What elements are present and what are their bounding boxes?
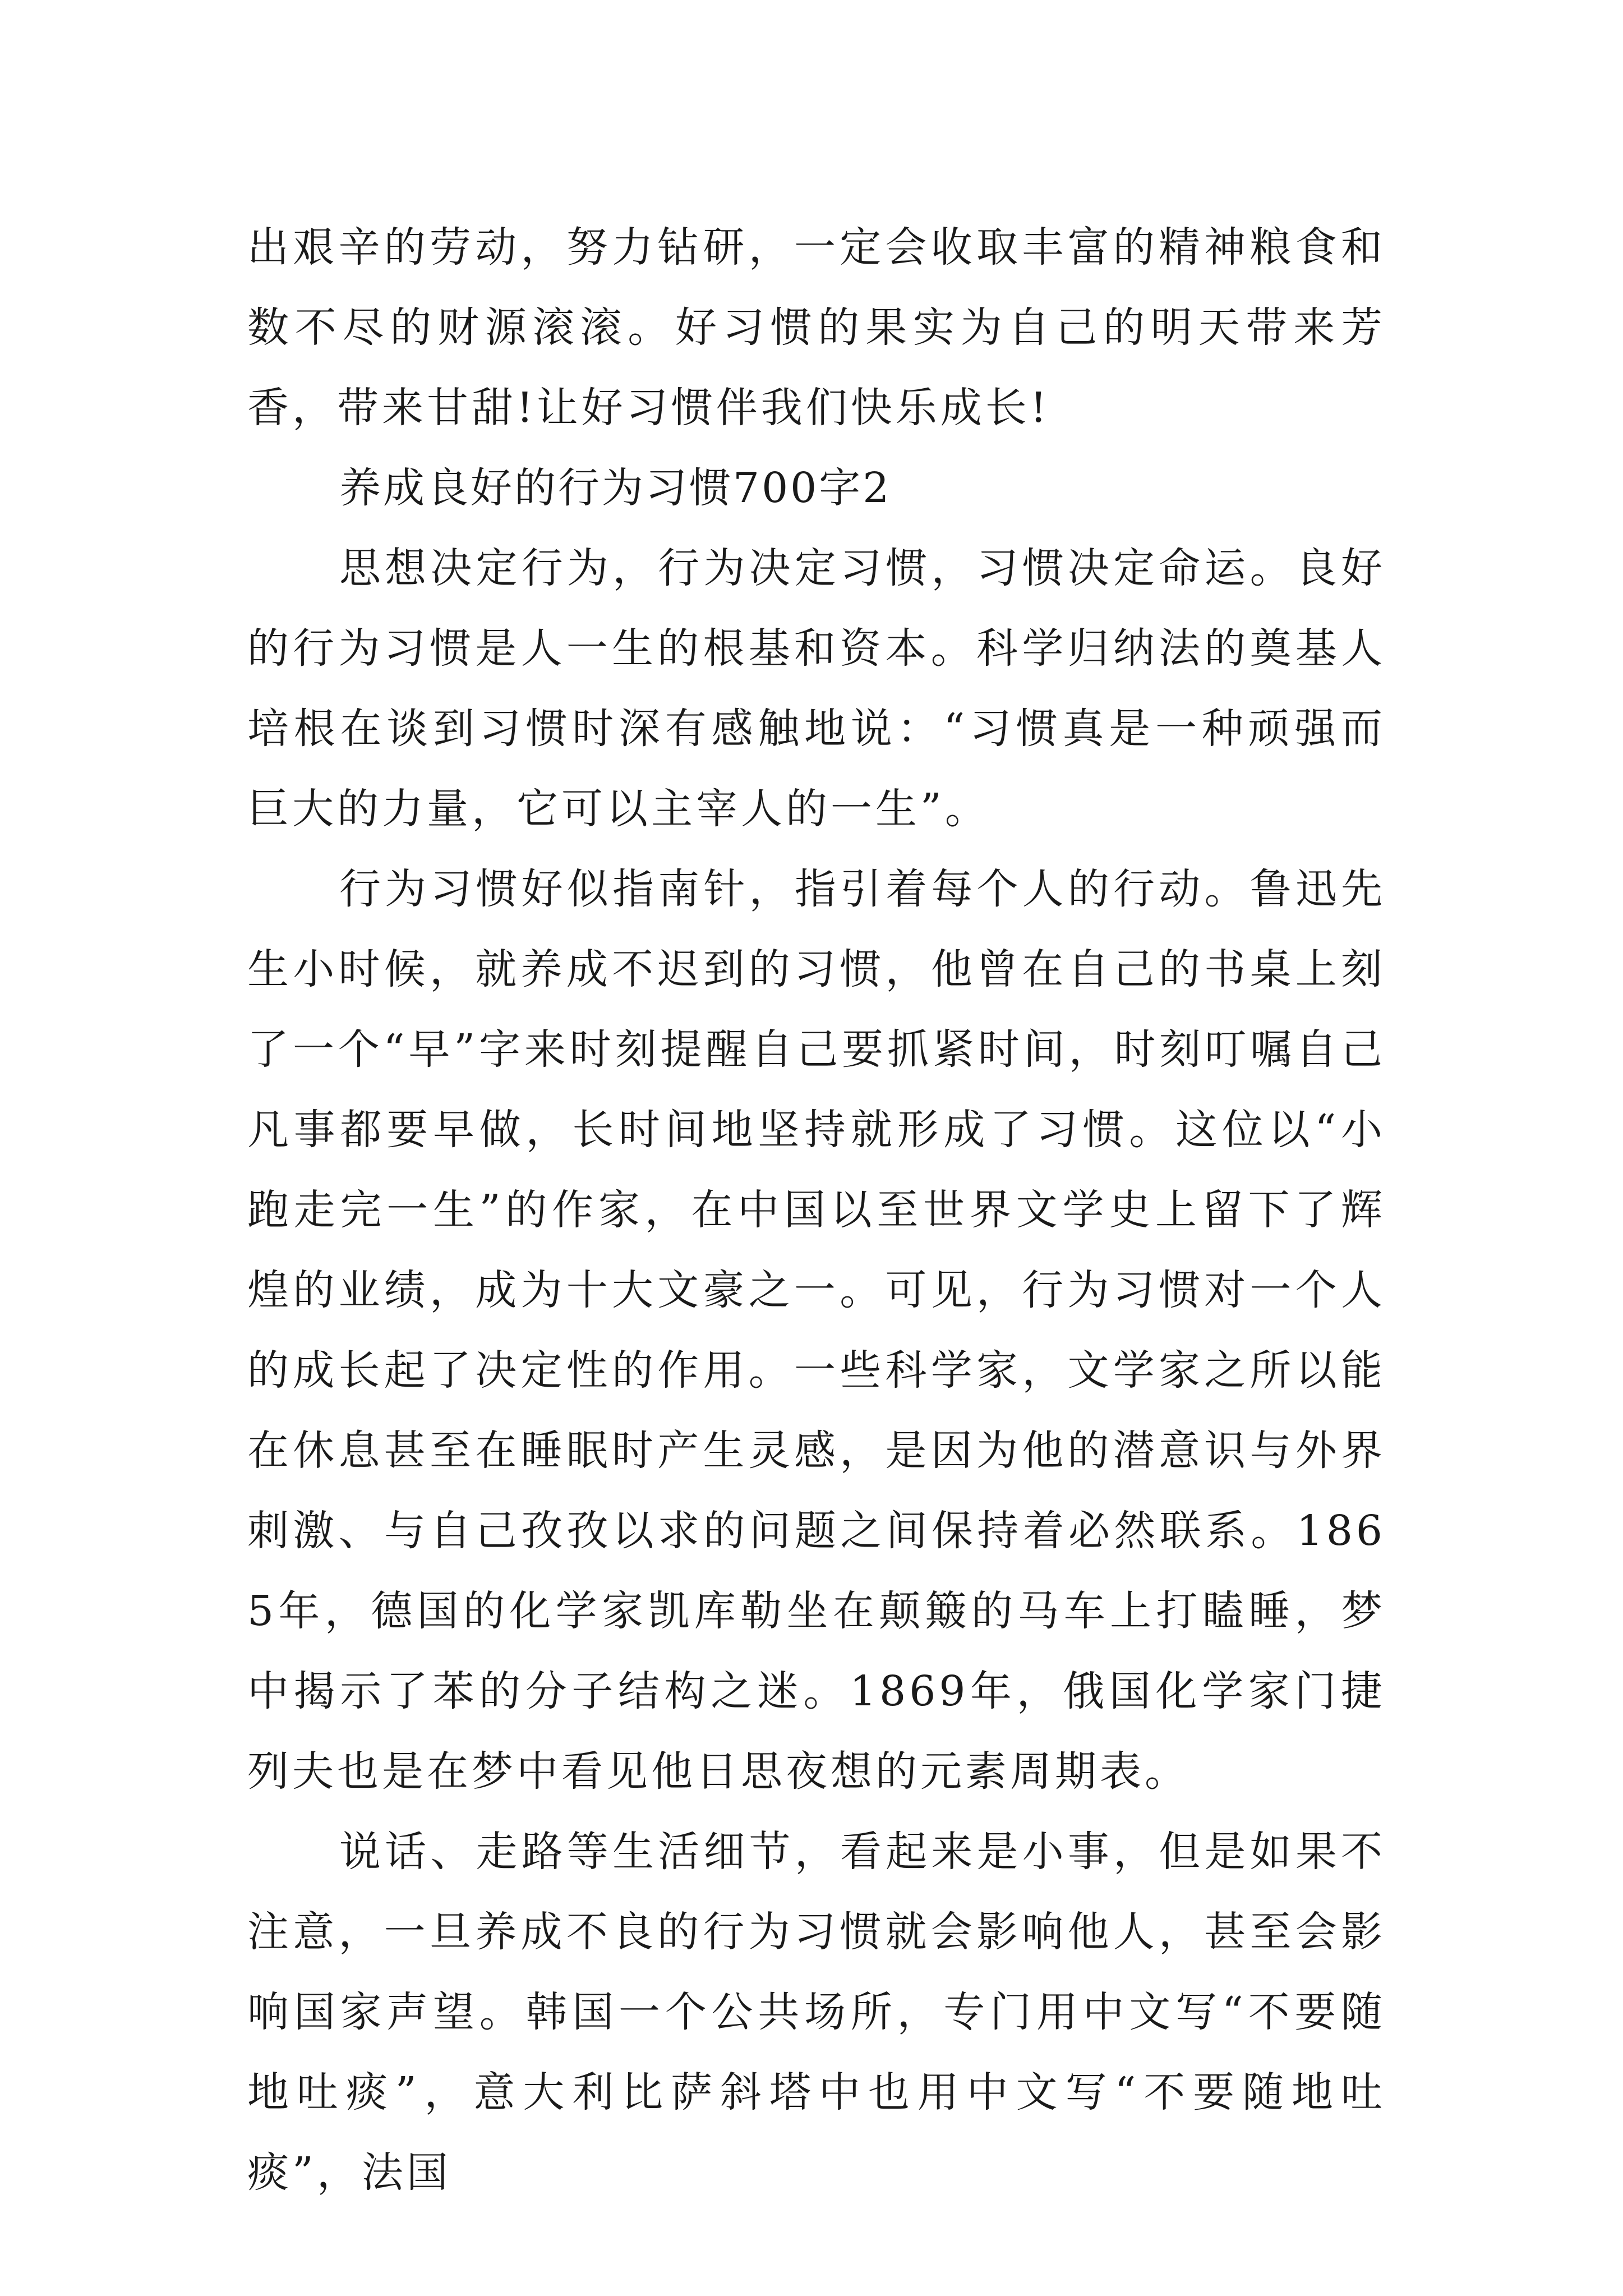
document-body bbox=[247, 208, 1386, 2213]
paragraph-continuation: 出艰辛的劳动，努力钻研，一定会收取丰富的精神粮食和数不尽的财源滚滚。好习惯的果实为自己的明天带来芳香，带来甘甜!让好习惯伴我们快乐成长! bbox=[247, 223, 1386, 432]
paragraph: 思想决定行为，行为决定习惯，习惯决定命运。良好的行为习惯是人一生的根基和资本。科学归纳法的奠基人培根在谈到习惯时深有感触地说：“习惯真是一种顽强而巨大的力量，它可以主宰人的一生”。 bbox=[247, 544, 1386, 833]
section-title: 养成良好的行为习惯700字2 bbox=[339, 464, 892, 512]
paragraph: 行为习惯好似指南针，指引着每个人的行动。鲁迅先生小时候，就养成不迟到的习惯，他曾在自己的书桌上刻了一个“早”字来时刻提醒自己要抓紧时间，时刻叮嘱自己凡事都要早做，长时间地坚持就形成了习惯。这位以“小跑走完一生”的作家，在中国以至世界文学史上留下了辉煌的业绩，成为十大文豪之一。可见，行为习惯对一个人的成长起了决定性的作用。一些科学家，文学家之所以能在休息甚至在睡眠时产生灵感，是因为他的潜意识与外界刺激、与自己孜孜以求的问题之间保持着必然联系。1865年，德国的化学家凯库勒坐在颠簸的马车上打瞌睡，梦中揭示了苯的分子结构之迷。1869年，俄国化学家门捷列夫也是在梦中看见他日思夜想的元素周期表。 bbox=[247, 865, 1386, 1796]
paragraph: 说话、走路等生活细节，看起来是小事，但是如果不注意，一旦养成不良的行为习惯就会影响他人，甚至会影响国家声望。韩国一个公共场所，专门用中文写“不要随地吐痰”，意大利比萨斜塔中也用中文写“不要随地吐痰”，法国 bbox=[247, 1828, 1386, 2197]
